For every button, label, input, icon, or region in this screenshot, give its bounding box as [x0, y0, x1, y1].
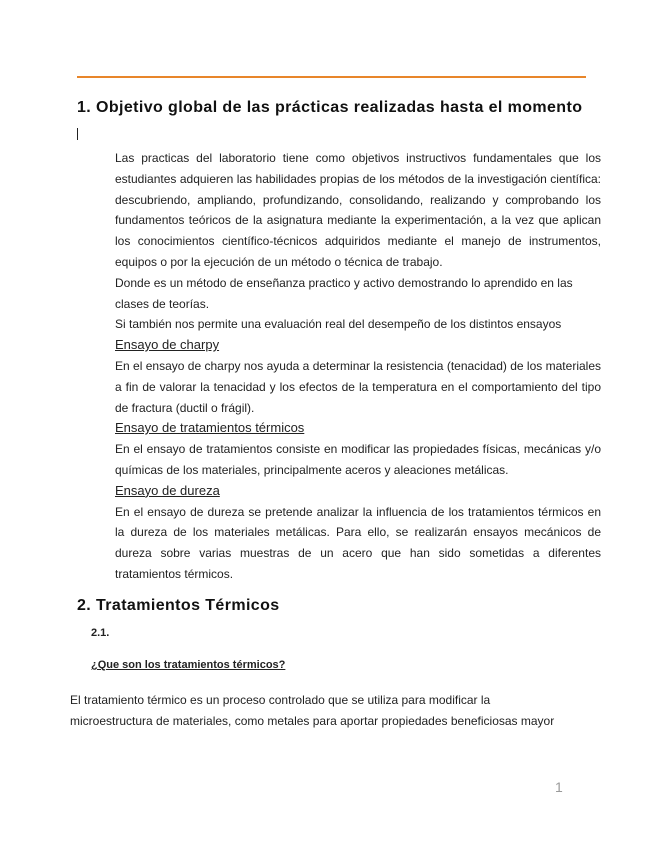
definition-line-2: microestructura de materiales, como metales para aportar propiedades beneficiosas mayor [70, 713, 555, 728]
subheading-charpy: Ensayo de charpy [115, 337, 220, 353]
section-number: 2.1. [91, 627, 110, 639]
heading-objetivo: 1. Objetivo global de las prácticas realizadas hasta el momento [77, 99, 583, 116]
page-number: 1 [555, 779, 563, 795]
text-cursor [77, 128, 78, 140]
section-question: ¿Que son los tratamientos térmicos? [91, 659, 286, 671]
header-rule [77, 76, 586, 78]
charpy-paragraph: En el ensayo de charpy nos ayuda a determinar la resistencia (tenacidad) de los materiales a fin de valorar la tenacidad y los efectos de la temperatura en el comportamiento del tipo de fractura (ductil o frágil). [115, 358, 601, 415]
subheading-tratamientos: Ensayo de tratamientos térmicos [115, 420, 305, 436]
tratamientos-paragraph: En el ensayo de tratamientos consiste en modificar las propiedades físicas, mecánicas y/o químicas de los materiales, principalmente aceros y aleaciones metálicas. [115, 442, 601, 477]
intro-paragraph-2: Donde es un método de enseñanza practico y activo demostrando lo aprendido en las clases de teorías. [115, 275, 573, 311]
tratamiento-definition [70, 690, 570, 731]
dureza-paragraph: En el ensayo de dureza se pretende analizar la influencia de los tratamientos térmicos en la dureza de los materiales metálicas. Para ello, se realizarán ensayos mecánicos de dureza sobre varias muestras de un acero que han sido sometidas a diferentes tratamientos térmicos. [115, 504, 601, 581]
definition-line-1: El tratamiento térmico es un proceso controlado que se utiliza para modificar la [70, 693, 491, 707]
subheading-dureza: Ensayo de dureza [115, 482, 220, 498]
intro-paragraph-3: Si también nos permite una evaluación real del desempeño de los distintos ensayos [115, 317, 562, 332]
objetivo-body [115, 148, 601, 585]
intro-paragraph-1: Las practicas del laboratorio tiene como objetivos instructivos fundamentales que los estudiantes adquieren las habilidades propias de los métodos de la investigación científica: descubriendo, ampliando, profundizando, consolidando, realizando y comprobando los fundamentos teóricos de la asignatura mediante la experimentación, a la vez que aplican los conocimientos científico-técnicos adquiridos mediante el manejo de instrumentos, equipos o por la ejecución de un método o técnica de trabajo. [115, 151, 601, 269]
heading-tratamientos: 2. Tratamientos Térmicos [77, 597, 280, 614]
